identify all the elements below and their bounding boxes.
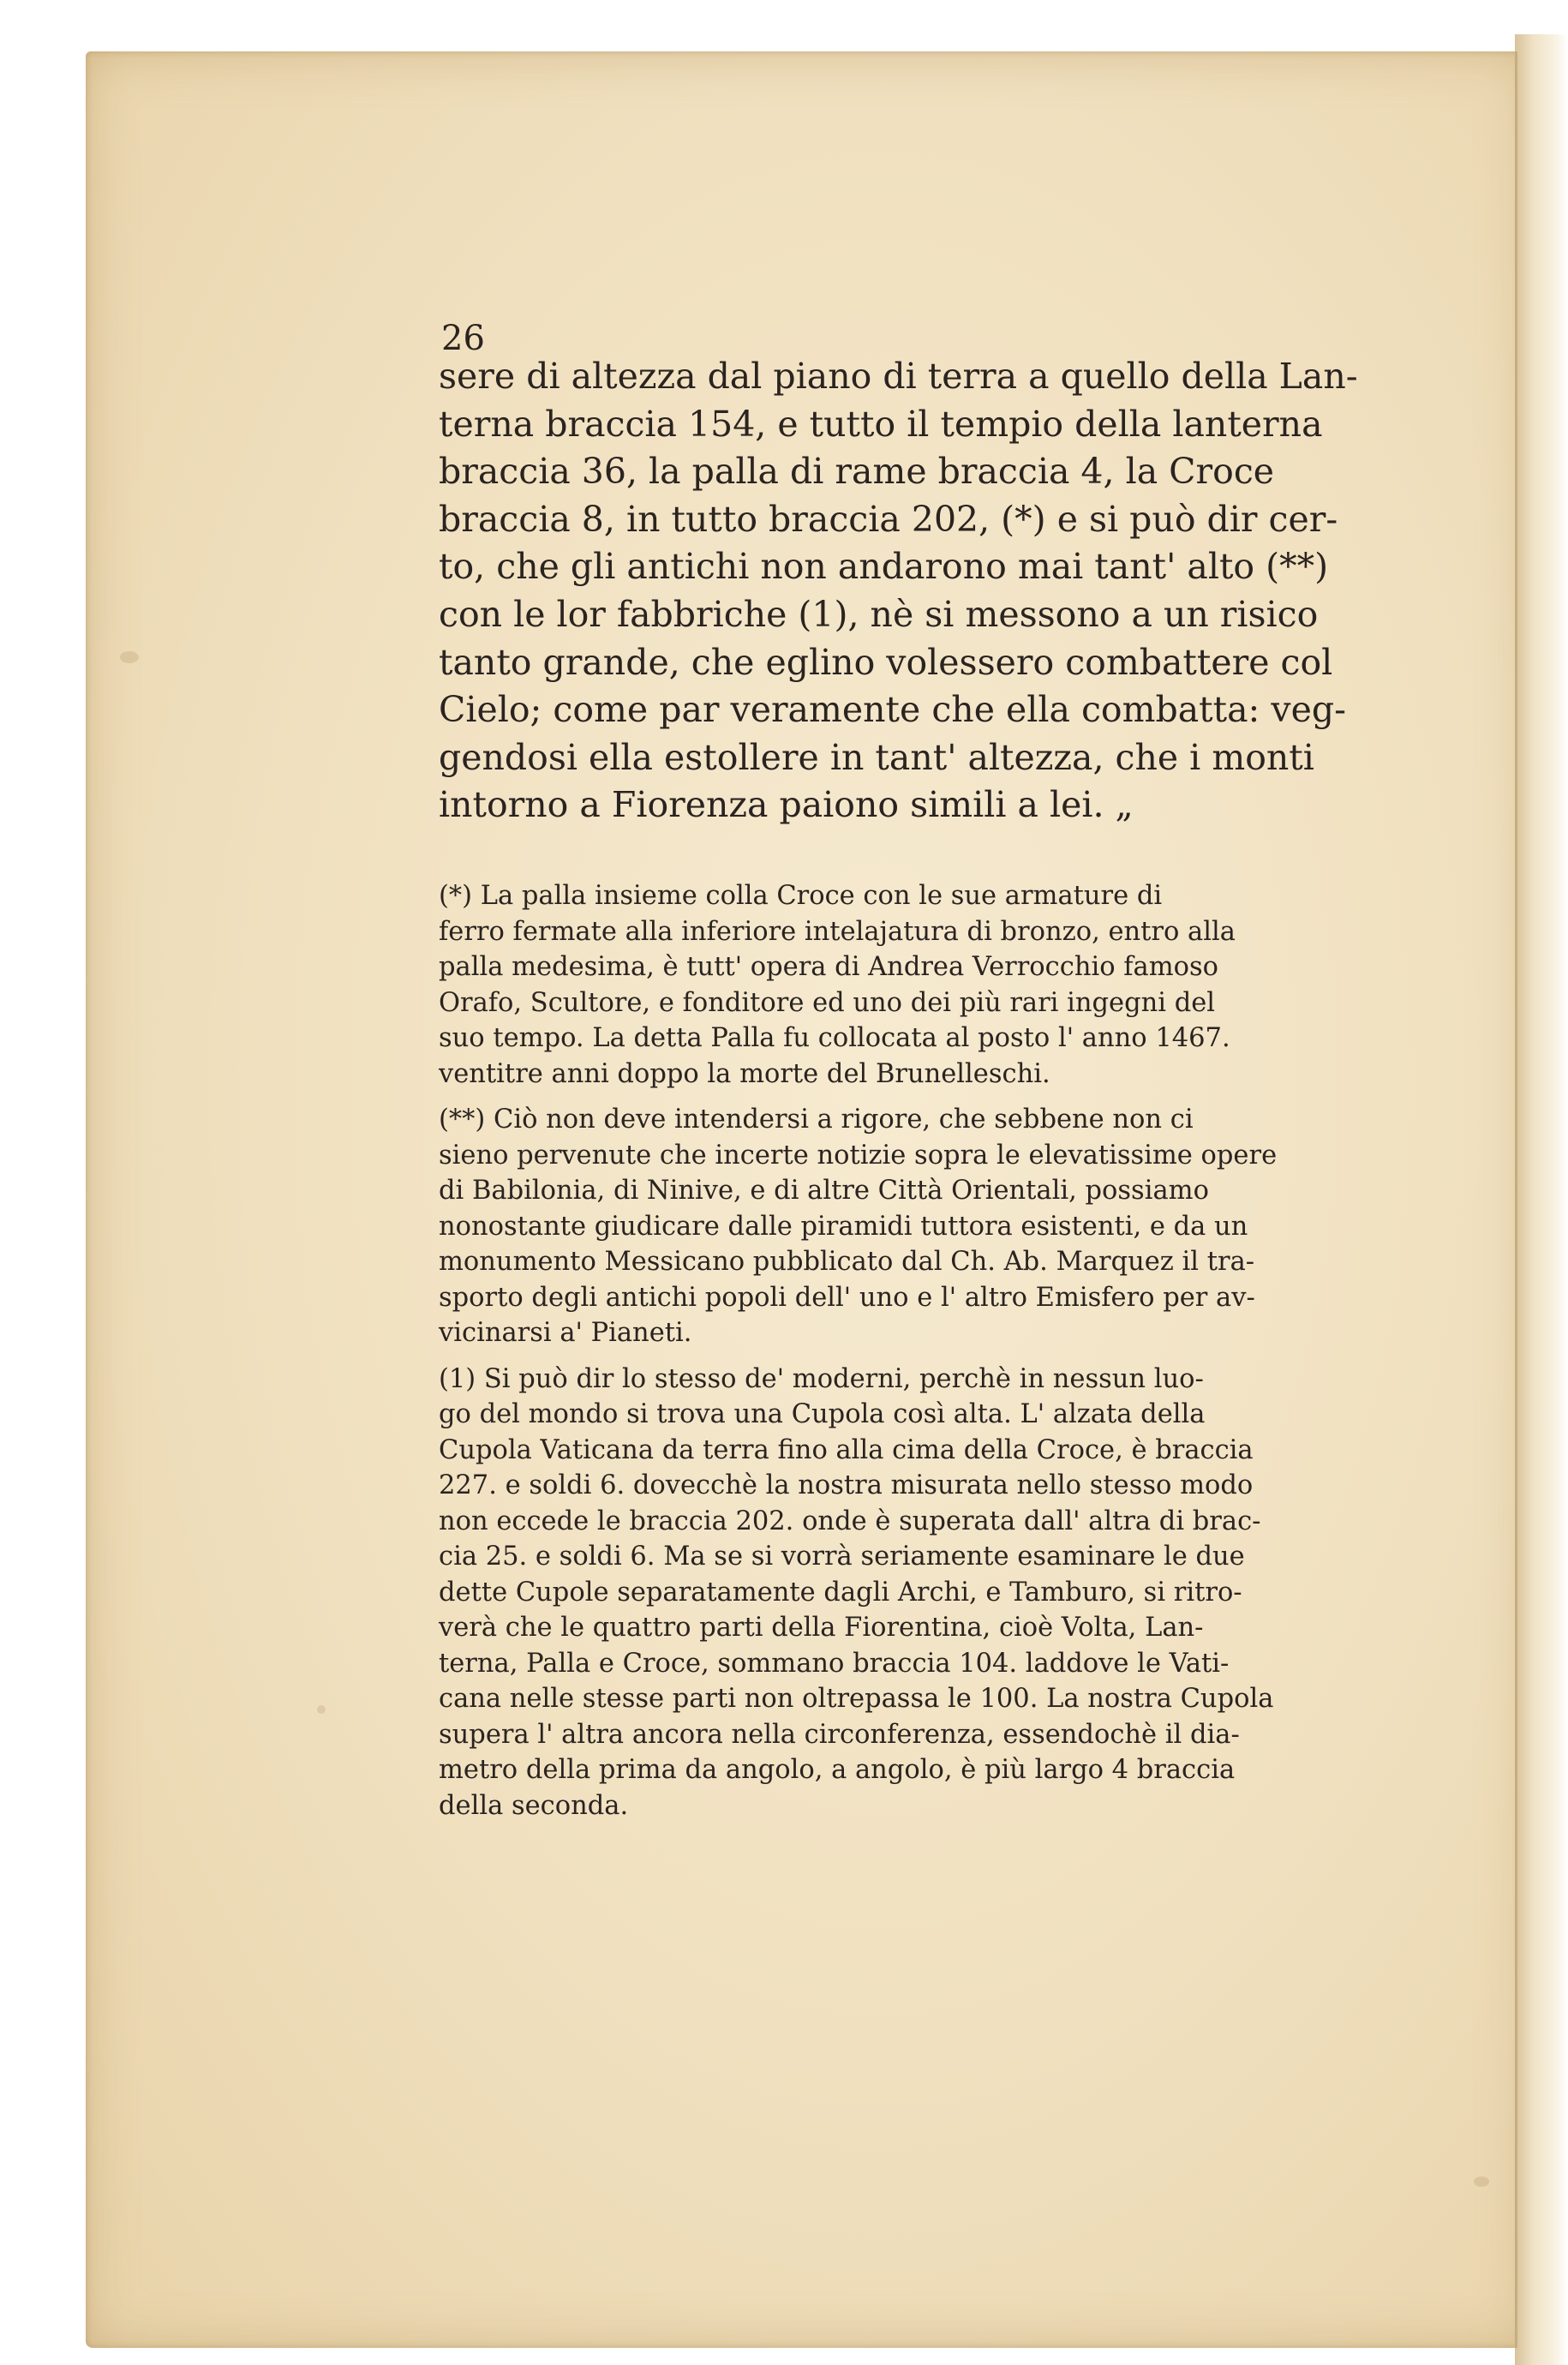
footnote-line: verà che le quattro parti della Fiorentina, cioè Volta, Lan- <box>439 1613 1204 1643</box>
footnote-line: Orafo, Scultore, e fonditore ed uno dei più rari ingegni del <box>439 987 1216 1018</box>
footnote-line: ventitre anni doppo la morte del Brunelleschi. <box>439 1058 1050 1089</box>
footnote-line: cana nelle stesse parti non oltrepassa le 100. La nostra Cupola <box>439 1684 1274 1714</box>
footnote-line: supera l' altra ancora nella circonferenza, essendochè il dia- <box>439 1719 1240 1750</box>
footnote-line: suo tempo. La detta Palla fu collocata al posto l' anno 1467. <box>439 1023 1230 1053</box>
footnote-line: cia 25. e soldi 6. Ma se si vorrà seriamente esaminare le due <box>439 1542 1245 1572</box>
footnote-asterisk <box>439 878 1330 1092</box>
main-text-line: con le lor fabbriche (1), nè si messono a un risico <box>439 593 1319 635</box>
footnote-line: nonostante giudicare dalle piramidi tuttora esistenti, e da un <box>439 1211 1248 1242</box>
main-text-line: braccia 8, in tutto braccia 202, (*) e si può dir cer- <box>439 498 1338 540</box>
footnote-line: (*) La palla insieme colla Croce con le sue armature di <box>439 881 1163 911</box>
footnote-line: di Babilonia, di Ninive, e di altre Città Orientali, possiamo <box>439 1176 1209 1206</box>
footnote-line: (**) Ciò non deve intendersi a rigore, che sebbene non ci <box>439 1105 1194 1135</box>
main-text-line: tanto grande, che eglino volessero combattere col <box>439 641 1333 683</box>
footnote-line: (1) Si può dir lo stesso de' moderni, perchè in nessun luo- <box>439 1363 1204 1394</box>
main-text-line: terna braccia 154, e tutto il tempio della lanterna <box>439 403 1323 445</box>
footnote-line: dette Cupole separatamente dagli Archi, e Tamburo, si ritro- <box>439 1577 1242 1608</box>
footnote-line: terna, Palla e Croce, sommano braccia 104. laddove le Vati- <box>439 1648 1230 1679</box>
footnote-line: monumento Messicano pubblicato dal Ch. Ab. Marquez il tra- <box>439 1247 1255 1277</box>
footnote-line: sieno pervenute che incerte notizie sopra le elevatissime opere <box>439 1140 1278 1171</box>
main-text-line: to, che gli antichi non andarono mai tant' alto (**) <box>439 546 1329 588</box>
footnote-line: sporto degli antichi popoli dell' uno e l' altro Emisfero per av- <box>439 1282 1255 1313</box>
footnote-line: della seconda. <box>439 1790 629 1821</box>
paper-stain <box>120 651 139 663</box>
main-text-line: Cielo; come par veramente che ella combatta: veg- <box>439 689 1346 731</box>
footnotes-block <box>439 878 1330 1823</box>
footnote-line: metro della prima da angolo, a angolo, è più largo 4 braccia <box>439 1755 1236 1785</box>
footnote-double-asterisk <box>439 1102 1330 1351</box>
page-fold-edge <box>1515 34 1568 2365</box>
footnote-line: ferro fermate alla inferiore intelajatura di bronzo, entro alla <box>439 916 1236 947</box>
main-text-line: gendosi ella estollere in tant' altezza, che i monti <box>439 736 1314 778</box>
fold-line <box>1515 51 1517 2348</box>
footnote-line: go del mondo si trova una Cupola così alta. L' alzata della <box>439 1399 1206 1429</box>
main-text-line: braccia 36, la palla di rame braccia 4, la Croce <box>439 451 1275 493</box>
paper-stain <box>317 1705 326 1714</box>
paper-stain <box>1474 2176 1489 2187</box>
page-number: 26 <box>441 319 485 358</box>
footnote-line: vicinarsi a' Pianeti. <box>439 1318 692 1348</box>
footnote-line: non eccede le braccia 202. onde è superata dall' altra di brac- <box>439 1506 1261 1536</box>
footnote-one <box>439 1362 1330 1824</box>
main-text-line: sere di altezza dal piano di terra a quello della Lan- <box>439 356 1358 397</box>
main-text-block <box>439 353 1358 829</box>
footnote-line: palla medesima, è tutt' opera di Andrea Verrocchio famoso <box>439 952 1219 982</box>
main-text-line: intorno a Fiorenza paiono simili a lei. „ <box>439 784 1134 826</box>
footnote-line: 227. e soldi 6. dovecchè la nostra misurata nello stesso modo <box>439 1470 1254 1500</box>
footnote-line: Cupola Vaticana da terra fino alla cima della Croce, è braccia <box>439 1434 1254 1465</box>
